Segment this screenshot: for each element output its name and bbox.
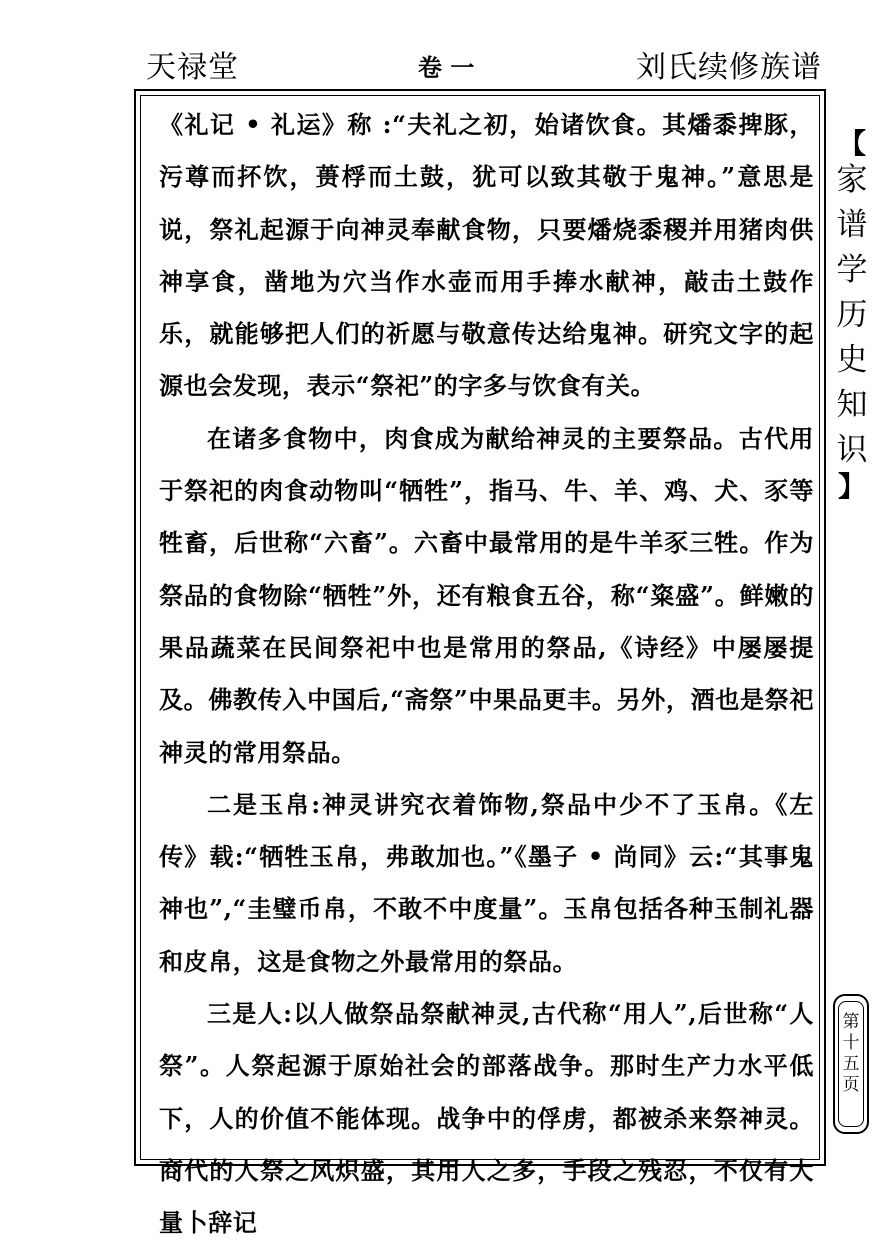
- side-title-char: 知: [836, 387, 868, 423]
- side-title-close-bracket: 】: [837, 470, 866, 503]
- side-title-char: 家: [836, 162, 868, 198]
- page-number-char: 十: [842, 1033, 860, 1053]
- header-volume: 卷 一: [418, 53, 475, 82]
- side-title-char: 识: [836, 432, 868, 468]
- side-title-char: 学: [836, 252, 868, 288]
- header-left-title: 天禄堂: [146, 50, 239, 85]
- page-number-char: 页: [842, 1075, 860, 1095]
- page-number-char: 五: [842, 1054, 860, 1074]
- page-number-box: [833, 994, 869, 1134]
- side-title-char: 谱: [836, 207, 868, 243]
- side-title-char: 史: [836, 342, 868, 378]
- side-title-open-bracket: 【: [837, 127, 866, 160]
- paragraph-2: 在诸多食物中，肉食成为献给神灵的主要祭品。古代用于祭祀的肉食动物叫“牺牲”，指马、牛、羊、鸡、犬、豕等牲畜，后世称“六畜”。六畜中最常用的是牛羊豕三牲。作为祭品的食物除“牺牲”外，还有粮食五谷，称“粢盛”。鲜嫩的果品蔬菜在民间祭祀中也是常用的祭品,《诗经》中屡屡提及。佛教传入中国后,“斋祭”中果品更丰。另外，酒也是祭祀神灵的常用祭品。: [159, 423, 814, 767]
- page-number-char: 第: [842, 1012, 860, 1032]
- side-title-char: 历: [836, 297, 868, 333]
- header-right-title: 刘氏续修族谱: [636, 50, 822, 85]
- page-number: [835, 1012, 867, 1096]
- paragraph-1: 《礼记 • 礼运》称 :“夫礼之初，始诸饮食。其燔黍捭豚，污尊而抔饮，蒉桴而土鼓，犹可以致其敬于鬼神。”意思是说，祭礼起源于向神灵奉献食物，只要燔烧黍稷并用猪肉供神享食，凿地为穴当作水壶而用手捧水献神，敲击土鼓作乐，就能够把人们的祈愿与敬意传达给鬼神。研究文字的起源也会发现，表示“祭祀”的字多与饮食有关。: [159, 110, 814, 401]
- paragraph-4: 三是人:以人做祭品祭献神灵,古代称“用人”,后世称“人祭”。人祭起源于原始社会的部落战争。那时生产力水平低下，人的价值不能体现。战争中的俘虏，都被杀来祭神灵。商代的人祭之风炽盛，其用人之多，手段之残忍，不仅有大量卜辞记: [159, 999, 814, 1238]
- side-section-title: [834, 127, 870, 503]
- paragraph-3: 二是玉帛:神灵讲究衣着饰物,祭品中少不了玉帛。《左传》载:“牺牲玉帛，弗敢加也。”《墨子 • 尚同》云:“其事鬼神也”,“圭璧币帛，不敢不中度量”。玉帛包括各种玉制礼器和皮帛，这是食物之外最常用的祭品。: [159, 789, 814, 976]
- body-text: [159, 99, 814, 1250]
